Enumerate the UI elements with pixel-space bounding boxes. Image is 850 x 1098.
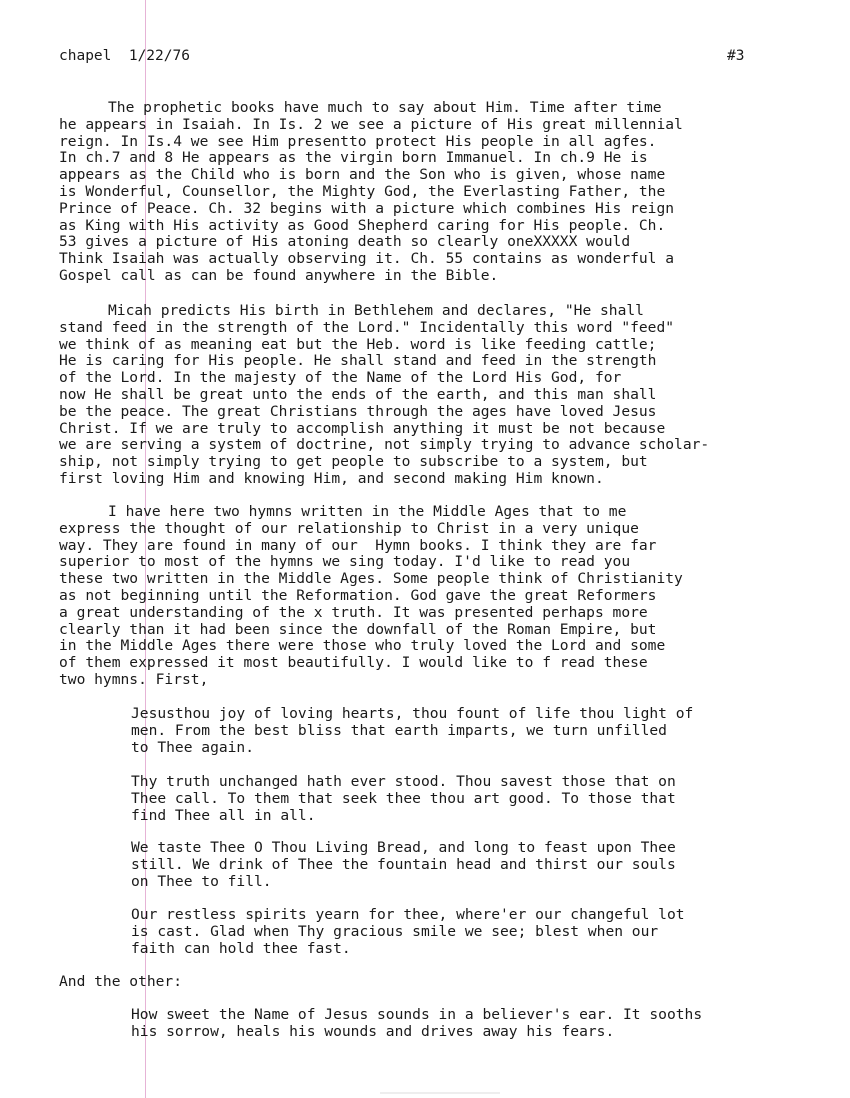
text-line: Thy truth unchanged hath ever stood. Thou savest those that on (131, 773, 676, 790)
text-line: we think of as meaning eat but the Heb. word is like feeding cattle; (59, 335, 657, 353)
text-line: And the other: (59, 973, 183, 990)
page-number: #3 (727, 48, 745, 64)
text-line: ship, not simply trying to get people to subscribe to a system, but (59, 453, 648, 471)
text-line: Christ. If we are truly to accomplish anything it must be not because (59, 419, 666, 437)
header-date: chapel 1/22/76 (59, 48, 190, 64)
text-line: 53 gives a picture of His atoning death so clearly oneXXXXX would (59, 233, 631, 251)
text-line: to Thee again. (131, 738, 255, 756)
text-line: still. We drink of Thee the fountain head and thirst our souls (131, 855, 676, 873)
text-line: I have here two hymns written in the Middle Ages that to me (108, 503, 627, 520)
text-line: Prince of Peace. Ch. 32 begins with a picture which combines His reign (59, 199, 675, 217)
text-line: is cast. Glad when Thy gracious smile we see; blest when our (131, 922, 659, 940)
text-line: Thee call. To them that seek thee thou art good. To those that (131, 789, 676, 807)
text-line: appears as the Child who is born and the Son who is given, whose name (59, 166, 666, 184)
text-line: we are serving a system of doctrine, not simply trying to advance scholar- (59, 436, 710, 454)
text-line: way. They are found in many of our Hymn books. I think they are far (59, 536, 657, 554)
text-line: stand feed in the strength of the Lord." Incidentally this word "feed" (59, 318, 675, 336)
text-line: he appears in Isaiah. In Is. 2 we see a picture of His great millennial (59, 115, 683, 133)
text-line: first loving Him and knowing Him, and second making Him known. (59, 470, 604, 487)
text-line: Our restless spirits yearn for thee, where'er our changeful lot (131, 906, 685, 923)
text-line: superior to most of the hymns we sing today. I'd like to read you (59, 553, 631, 571)
text-line: In ch.7 and 8 He appears as the virgin born Immanuel. In ch.9 He is (59, 149, 648, 167)
text-line: two hymns. First, (59, 671, 209, 688)
text-line: Think Isaiah was actually observing it. Ch. 55 contains as wonderful a (59, 250, 675, 268)
text-line: Gospel call as can be found anywhere in the Bible. (59, 267, 499, 284)
text-line: Jesusthou joy of loving hearts, thou fount of life thou light of (131, 705, 694, 722)
text-line: his sorrow, heals his wounds and drives away his fears. (131, 1022, 615, 1040)
text-line: He is caring for His people. He shall stand and feed in the strength (59, 352, 657, 370)
text-line: reign. In Is.4 we see Him presentto protect His people in all agfes. (59, 132, 657, 150)
text-line: a great understanding of the x truth. It was presented perhaps more (59, 603, 648, 621)
text-line: The prophetic books have much to say about Him. Time after time (108, 99, 662, 116)
text-line: Micah predicts His birth in Bethlehem and declares, "He shall (108, 302, 644, 319)
scan-smudge (380, 1092, 500, 1094)
text-line: is Wonderful, Counsellor, the Mighty God, the Everlasting Father, the (59, 183, 666, 200)
text-line: We taste Thee O Thou Living Bread, and long to feast upon Thee (131, 839, 676, 856)
text-line: men. From the best bliss that earth imparts, we turn unfilled (131, 721, 667, 739)
text-line: in the Middle Ages there were those who truly loved the Lord and some (59, 637, 666, 655)
text-line: these two written in the Middle Ages. Some people think of Christianity (59, 570, 683, 588)
text-line: of the Lord. In the majesty of the Name of the Lord His God, for (59, 369, 622, 387)
text-line: clearly than it had been since the downfall of the Roman Empire, but (59, 620, 657, 638)
text-line: now He shall be great unto the ends of the earth, and this man shall (59, 386, 657, 403)
text-line: find Thee all in all. (131, 806, 316, 824)
text-line: How sweet the Name of Jesus sounds in a believer's ear. It sooths (131, 1006, 703, 1023)
text-line: on Thee to fill. (131, 872, 272, 890)
text-line: as not beginning until the Reformation. God gave the great Reformers (59, 587, 657, 604)
text-line: as King with His activity as Good Shepherd caring for His people. Ch. (59, 216, 666, 234)
text-line: express the thought of our relationship to Christ in a very unique (59, 519, 639, 537)
text-line: faith can hold thee fast. (131, 939, 351, 957)
text-line: be the peace. The great Christians through the ages have loved Jesus (59, 402, 657, 420)
text-line: of them expressed it most beautifully. I would like to f read these (59, 654, 648, 672)
